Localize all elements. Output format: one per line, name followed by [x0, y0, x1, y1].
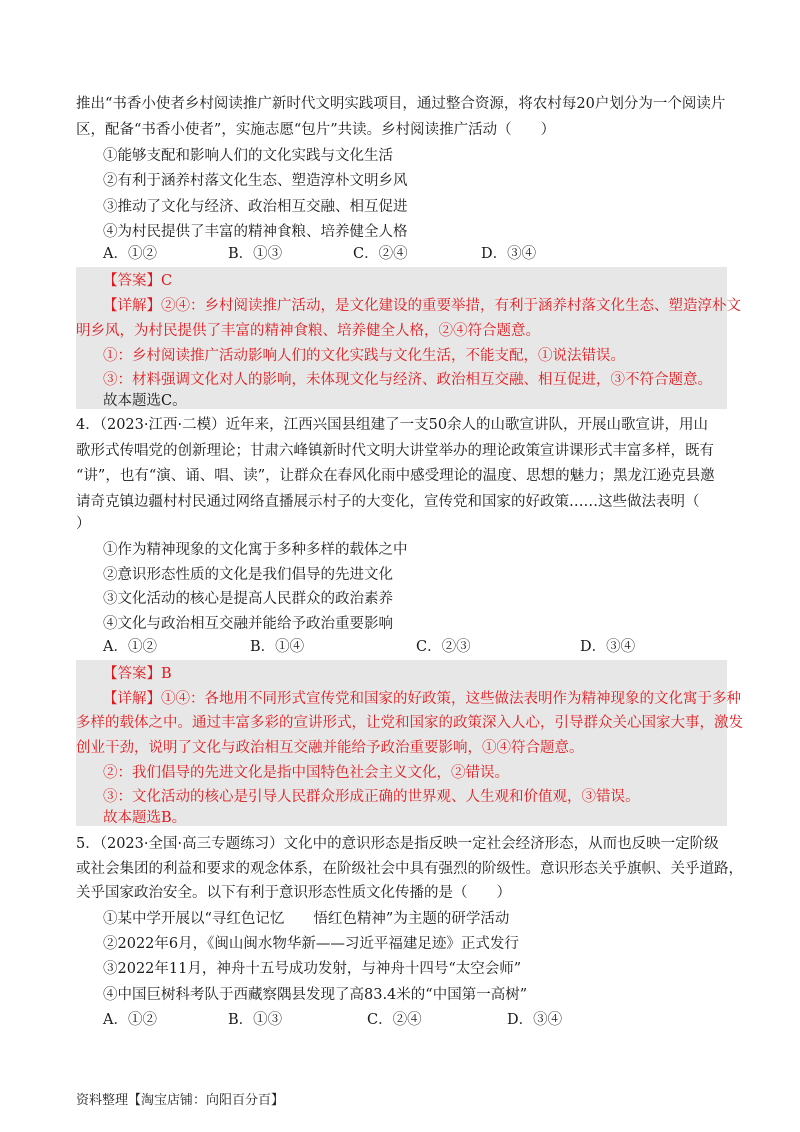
q4-explain-line-1: 【详解】①④：各地用不同形式宣传党和国家的好政策，这些做法表明作为精神现象的文化寓于多种 — [103, 691, 741, 707]
q5-choice-c: C．②④ — [367, 1012, 422, 1028]
q4-stem-line-5: ） — [76, 516, 91, 532]
q4-explain-line-4: ②：我们倡导的先进文化是指中国特色社会主义文化，②错误。 — [103, 765, 509, 781]
q4-explain-line-3: 创业干劲，说明了文化与政治相互交融并能给予政治重要影响，①④符合题意。 — [76, 740, 584, 756]
q4-option-4: ④文化与政治相互交融并能给予政治重要影响 — [103, 616, 393, 632]
page-footer: 资料整理【淘宝店铺：向阳百分百】 — [76, 1093, 285, 1108]
q5-option-1: ①某中学开展以“寻红色记忆 悟红色精神”为主题的研学活动 — [103, 911, 510, 927]
q3-explain-line-3: ①：乡村阅读推广活动影响人们的文化实践与文化生活，不能支配，①说法错误。 — [103, 348, 625, 364]
q4-explain-line-6: 故本题选B。 — [103, 810, 187, 826]
q3-choice-a: A．①② — [103, 246, 157, 262]
q3-explain-line-1: 【详解】②④：乡村阅读推广活动，是文化建设的重要举措，有利于涵养村落文化生态、塑造淳朴文 — [103, 298, 741, 314]
q5-stem-line-3: 关乎国家政治安全。以下有利于意识形态性质文化传播的是（ ） — [76, 885, 511, 901]
q4-stem-line-2: 歌形式传唱党的创新理论；甘肃六峰镇新时代文明大讲堂举办的理论政策宣讲课形式丰富多样，既有 — [76, 443, 714, 459]
q4-choice-c: C．②③ — [416, 639, 471, 655]
q5-option-2: ②2022年6月，《闽山闽水物华新——习近平福建足迹》正式发行 — [103, 936, 519, 952]
q3-option-3: ③推动了文化与经济、政治相互交融、相互促进 — [103, 199, 408, 215]
q3-stem-line-2: 区，配备“书香小使者”，实施志愿“包片”共读。乡村阅读推广活动（ ） — [76, 122, 556, 138]
q5-choice-d: D．③④ — [507, 1012, 563, 1028]
q4-option-2: ②意识形态性质的文化是我们倡导的先进文化 — [103, 567, 393, 583]
q3-explain-line-5: 故本题选C。 — [103, 393, 187, 409]
q5-stem-line-1: 5．（2023·全国·高三专题练习）文化中的意识形态是指反映一定社会经济形态，从而也反映一定阶级 — [76, 836, 719, 852]
q4-option-3: ③文化活动的核心是提高人民群众的政治素养 — [103, 591, 393, 607]
q4-choice-a: A．①② — [103, 639, 157, 655]
q4-stem-line-4: 请奇克镇边疆村村民通过网络直播展示村子的大变化，宣传党和国家的好政策……这些做法表明（ — [76, 494, 700, 510]
q4-stem-line-1: 4．（2023·江西·二模）近年来，江西兴国县组建了一支50余人的山歌宣讲队，开展山歌宣讲，用山 — [76, 417, 709, 433]
q5-choice-b: B．①③ — [228, 1012, 283, 1028]
q4-explain-line-2: 多样的载体之中。通过丰富多彩的宣讲形式，让党和国家的政策深入人心，引导群众关心国家大事，激发 — [76, 715, 743, 731]
q3-choice-d: D．③④ — [481, 246, 537, 262]
q5-option-4: ④中国巨树科考队于西藏察隅县发现了高83.4米的“中国第一高树” — [103, 987, 528, 1003]
q5-choice-a: A．①② — [103, 1012, 157, 1028]
q4-choice-b: B．①④ — [250, 639, 305, 655]
q4-answer: 【答案】B — [103, 666, 172, 682]
q4-choice-d: D．③④ — [580, 639, 636, 655]
q4-explain-line-5: ③：文化活动的核心是引导人民群众形成正确的世界观、人生观和价值观，③错误。 — [103, 789, 640, 805]
q5-stem-line-2: 或社会集团的利益和要求的观念体系，在阶级社会中具有强烈的阶级性。意识形态关乎旗帜、关乎道路， — [76, 861, 743, 877]
q3-option-1: ①能够支配和影响人们的文化实践与文化生活 — [103, 148, 393, 164]
q3-option-2: ②有利于涵养村落文化生态、塑造淳朴文明乡风 — [103, 173, 408, 189]
q3-stem-line-1: 推出“书香小使者乡村阅读推广新时代文明实践项目，通过整合资源，将农村每20户划分为一个阅读片 — [76, 96, 726, 112]
q4-stem-line-3: “讲”，也有“演、诵、唱、读”，让群众在春风化雨中感受理论的温度、思想的魅力；黑龙江逊克县邀 — [76, 468, 715, 484]
q3-choice-b: B．①③ — [228, 246, 283, 262]
q4-option-1: ①作为精神现象的文化寓于多种多样的载体之中 — [103, 542, 408, 558]
q3-explain-line-2: 明乡风，为村民提供了丰富的精神食粮、培养健全人格，②④符合题意。 — [76, 323, 540, 339]
q3-choice-c: C．②④ — [353, 246, 408, 262]
q3-option-4: ④为村民提供了丰富的精神食粮、培养健全人格 — [103, 224, 408, 240]
q5-option-3: ③2022年11月，神舟十五号成功发射，与神舟十四号“太空会师” — [103, 961, 522, 977]
q3-answer: 【答案】C — [103, 273, 173, 289]
q3-explain-line-4: ③：材料强调文化对人的影响，未体现文化与经济、政治相互交融、相互促进，③不符合题意。 — [103, 372, 712, 388]
